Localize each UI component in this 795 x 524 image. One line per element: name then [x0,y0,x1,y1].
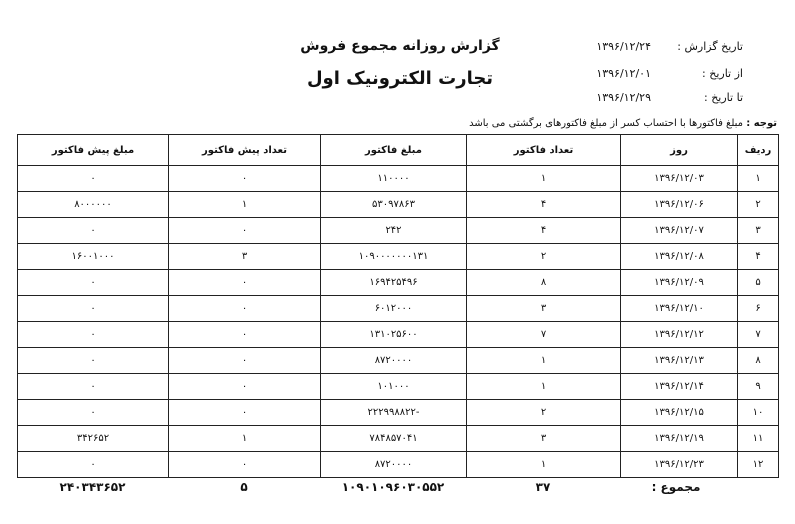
cell-day: ۱۳۹۶/۱۲/۰۳ [621,166,738,192]
cell-row-number: ۱۲ [738,452,779,478]
cell-preinvoice-amount: ۰ [18,296,169,322]
cell-invoice-count: ۱ [467,348,621,374]
cell-row-number: ۵ [738,270,779,296]
cell-preinvoice-count: ۰ [169,348,321,374]
table-row [18,244,779,270]
cell-preinvoice-amount: ۰ [18,348,169,374]
cell-invoice-amount: ۷۸۴۸۵۷۰۴۱ [321,426,467,452]
table-row [18,192,779,218]
table-row [18,270,779,296]
table-row [18,166,779,192]
cell-invoice-amount: ۵۳۰۹۷۸۶۳ [321,192,467,218]
from-date-value: ۱۳۹۶/۱۲/۰۱ [596,67,651,80]
cell-row-number: ۷ [738,322,779,348]
note [469,118,777,129]
table-header-row [18,135,779,166]
header-preinvoice-count: تعداد پیش فاکتور [169,135,321,166]
from-date-label: از تاریخ : [702,67,743,80]
cell-row-number: ۸ [738,348,779,374]
cell-invoice-amount: ۱۰۱۰۰۰ [321,374,467,400]
cell-invoice-amount: ۱۰۹۰۰۰۰۰۰۰۱۳۱ [321,244,467,270]
header-invoice-count: تعداد فاکتور [467,135,621,166]
header-invoice-amount: مبلغ فاکتور [321,135,467,166]
cell-day: ۱۳۹۶/۱۲/۰۷ [621,218,738,244]
table-row [18,296,779,322]
cell-preinvoice-amount: ۰ [18,166,169,192]
cell-row-number: ۴ [738,244,779,270]
cell-preinvoice-count: ۰ [169,322,321,348]
cell-invoice-count: ۱ [467,452,621,478]
cell-invoice-amount: ۸۷۲۰۰۰۰ [321,452,467,478]
cell-row-number: ۳ [738,218,779,244]
total-invoice-amount: ۱۰۹۰۱۰۹۶۰۳۰۵۵۲ [341,480,445,494]
cell-invoice-amount: ۲۴۲ [321,218,467,244]
cell-preinvoice-amount: ۱۶۰۰۱۰۰۰ [18,244,169,270]
cell-preinvoice-count: ۰ [169,452,321,478]
cell-day: ۱۳۹۶/۱۲/۱۹ [621,426,738,452]
cell-preinvoice-amount: ۳۴۲۶۵۲ [18,426,169,452]
cell-preinvoice-count: ۰ [169,218,321,244]
cell-invoice-amount: ۶۰۱۲۰۰۰ [321,296,467,322]
cell-preinvoice-count: ۰ [169,270,321,296]
table-row [18,426,779,452]
cell-invoice-amount: ۱۱۰۰۰۰ [321,166,467,192]
cell-preinvoice-count: ۰ [169,166,321,192]
report-date-value: ۱۳۹۶/۱۲/۲۴ [596,40,651,53]
cell-invoice-count: ۲ [467,400,621,426]
cell-invoice-amount: ۸۷۲۰۰۰۰ [321,348,467,374]
header-day: روز [621,135,738,166]
header-preinvoice-amount: مبلغ پیش فاکتور [18,135,169,166]
cell-day: ۱۳۹۶/۱۲/۱۰ [621,296,738,322]
header-row-number: ردیف [738,135,779,166]
cell-row-number: ۱۱ [738,426,779,452]
cell-row-number: ۹ [738,374,779,400]
cell-day: ۱۳۹۶/۱۲/۰۸ [621,244,738,270]
report-date-line [596,40,743,53]
cell-invoice-count: ۲ [467,244,621,270]
cell-day: ۱۳۹۶/۱۲/۱۳ [621,348,738,374]
cell-invoice-amount: ۱۳۱۰۲۵۶۰۰ [321,322,467,348]
cell-day: ۱۳۹۶/۱۲/۱۴ [621,374,738,400]
cell-preinvoice-count: ۱ [169,426,321,452]
cell-row-number: ۱۰ [738,400,779,426]
cell-preinvoice-amount: ۰ [18,374,169,400]
to-date-line [596,91,743,104]
cell-day: ۱۳۹۶/۱۲/۲۳ [621,452,738,478]
cell-preinvoice-amount: ۰ [18,270,169,296]
cell-preinvoice-amount: ۰ [18,218,169,244]
cell-day: ۱۳۹۶/۱۲/۰۶ [621,192,738,218]
table-row [18,374,779,400]
company-name: تجارت الکترونیک اول [306,68,494,89]
cell-day: ۱۳۹۶/۱۲/۱۲ [621,322,738,348]
cell-invoice-count: ۳ [467,426,621,452]
cell-preinvoice-amount: ۰ [18,322,169,348]
cell-invoice-amount: -۲۲۲۹۹۸۸۲۲ [321,400,467,426]
cell-invoice-count: ۸ [467,270,621,296]
total-preinvoice-amount: ۲۴۰۳۴۳۶۵۲ [59,480,126,494]
cell-preinvoice-count: ۰ [169,296,321,322]
table-row [18,452,779,478]
cell-preinvoice-count: ۱ [169,192,321,218]
table-row [18,322,779,348]
cell-preinvoice-count: ۰ [169,400,321,426]
cell-day: ۱۳۹۶/۱۲/۱۵ [621,400,738,426]
cell-invoice-count: ۱ [467,166,621,192]
cell-invoice-count: ۴ [467,218,621,244]
cell-row-number: ۲ [738,192,779,218]
report-title: گزارش روزانه مجموع فروش [300,38,500,54]
table-row [18,348,779,374]
cell-row-number: ۶ [738,296,779,322]
cell-invoice-count: ۷ [467,322,621,348]
sales-table [17,134,779,478]
cell-invoice-amount: ۱۶۹۴۲۵۴۹۶ [321,270,467,296]
cell-invoice-count: ۴ [467,192,621,218]
cell-preinvoice-amount: ۸۰۰۰۰۰۰ [18,192,169,218]
note-label: توجه : [746,118,777,129]
note-text: مبلغ فاکتورها با احتساب کسر از مبلغ فاکتورهای برگشتی می باشد [469,118,744,129]
from-date-line [596,67,743,80]
cell-preinvoice-amount: ۰ [18,400,169,426]
cell-day: ۱۳۹۶/۱۲/۰۹ [621,270,738,296]
cell-invoice-count: ۳ [467,296,621,322]
to-date-label: تا تاریخ : [704,91,743,104]
totals-label: مجموع : [651,480,701,494]
cell-preinvoice-count: ۳ [169,244,321,270]
report-date-label: تاریخ گزارش : [677,40,743,53]
to-date-value: ۱۳۹۶/۱۲/۲۹ [596,91,651,104]
cell-row-number: ۱ [738,166,779,192]
table-row [18,218,779,244]
cell-preinvoice-amount: ۰ [18,452,169,478]
cell-preinvoice-count: ۰ [169,374,321,400]
total-invoice-count: ۳۷ [535,480,551,494]
total-preinvoice-count: ۵ [240,480,248,494]
cell-invoice-count: ۱ [467,374,621,400]
table-row [18,400,779,426]
totals-row [17,480,778,500]
